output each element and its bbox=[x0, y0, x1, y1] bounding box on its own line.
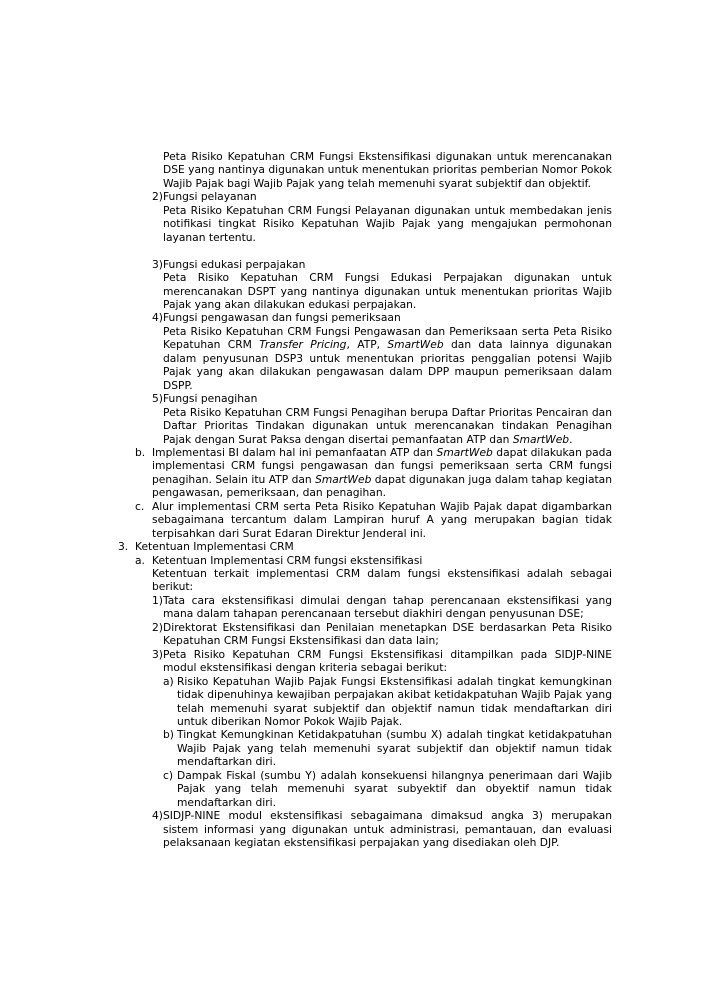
paragraph-ekstensifikasi-cont: Peta Risiko Kepatuhan CRM Fungsi Ekstensifikasi digunakan untuk merencanakan DSE yang nantinya digunakan untuk menentukan prioritas pemberian Nomor Pokok Wajib Pajak bagi Wajib Pajak yang telah memenuhi syarat subjektif dan objektif. bbox=[163, 150, 612, 190]
list-item-title: Fungsi pengawasan dan fungsi pemeriksaan bbox=[163, 311, 401, 325]
list-item-3-peta-risiko-sidjp bbox=[152, 648, 612, 675]
list-marker: a) bbox=[163, 674, 174, 688]
list-item-4-fungsi-pengawasan bbox=[152, 311, 612, 324]
list-marker: 3) bbox=[152, 257, 163, 271]
list-item-text: Risiko Kepatuhan Wajib Pajak Fungsi Ekstensifikasi adalah tingkat kemungkinan tidak dipenuhinya kewajiban perpajakan akibat ketidakpatuhan Wajib Pajak yang telah memenuhi syarat subjektif dan objektif namun tidak mendaftarkan diri untuk diberikan Nomor Pokok Wajib Pajak. bbox=[177, 674, 612, 729]
list-item-text: Tata cara ekstensifikasi dimulai dengan tahap perencanaan ekstensifikasi yang mana dalam tahapan perencanaan tersebut diakhiri dengan penyusunan DSE; bbox=[163, 593, 612, 621]
list-item-text: Implementasi BI dalam hal ini pemanfaatan ATP dan SmartWeb dapat dilakukan pada implementasi CRM fungsi pengawasan dan fungsi pemeriksaan serta CRM fungsi penagihan. Selain itu ATP dan SmartWeb dapat digunakan juga dalam tahap kegiatan pengawasan, pemeriksaan, dan penagihan. bbox=[152, 445, 613, 500]
list-marker: 4) bbox=[152, 809, 163, 823]
list-item-title: Fungsi pelayanan bbox=[163, 190, 257, 204]
list-marker: 3) bbox=[152, 647, 163, 661]
list-marker: a. bbox=[135, 553, 145, 567]
paragraph-penagihan: Peta Risiko Kepatuhan CRM Fungsi Penagihan berupa Daftar Prioritas Pencairan dan Daftar Prioritas Tindakan digunakan untuk merencanakan tindakan Penagihan Pajak dengan Surat Paksa dengan disertai pemanfaatan ATP dan SmartWeb. bbox=[163, 405, 612, 446]
list-marker: 2) bbox=[152, 190, 163, 204]
list-item-4-sidjp-nine bbox=[152, 809, 612, 849]
list-item-b-implementasi-bi bbox=[135, 446, 612, 500]
paragraph-edukasi: Peta Risiko Kepatuhan CRM Fungsi Edukasi Perpajakan digunakan untuk merencanakan DSPT yang nantinya digunakan untuk menentukan prioritas Wajib Pajak yang akan dilakukan edukasi perpajakan. bbox=[163, 271, 612, 311]
list-item-2-fungsi-pelayanan bbox=[152, 190, 612, 203]
list-item-1-tata-cara bbox=[152, 594, 612, 621]
list-marker: b. bbox=[135, 445, 146, 459]
document-body bbox=[118, 150, 612, 850]
list-item-b-sumbu-x bbox=[163, 728, 612, 768]
list-marker: b) bbox=[163, 728, 174, 742]
section-title: Ketentuan Implementasi CRM bbox=[135, 540, 294, 554]
list-marker: c) bbox=[163, 768, 174, 782]
list-item-text: SIDJP-NINE modul ekstensifikasi sebagaimana dimaksud angka 3) merupakan sistem informasi yang digunakan untuk administrasi, pemantauan, dan evaluasi pelaksanaan kegiatan ekstensifikasi perpajakan yang disediakan oleh DJP. bbox=[163, 809, 612, 850]
list-marker: 1) bbox=[152, 593, 163, 607]
list-item-c-sumbu-y bbox=[163, 769, 612, 809]
list-item-text: Tingkat Kemungkinan Ketidakpatuhan (sumbu X) adalah tingkat ketidakpatuhan Wajib Pajak yang telah memenuhi syarat subjektif dan objektif namun tidak mendaftarkan diri. bbox=[177, 728, 612, 769]
list-item-text: Peta Risiko Kepatuhan CRM Fungsi Ekstensifikasi ditampilkan pada SIDJP-NINE modul ekstensifikasi dengan kriteria sebagai berikut: bbox=[163, 647, 612, 675]
list-item-title: Ketentuan Implementasi CRM fungsi ekstensifikasi bbox=[152, 553, 423, 567]
list-item-text: Dampak Fiskal (sumbu Y) adalah konsekuensi hilangnya penerimaan dari Wajib Pajak yang telah memenuhi syarat subyektif dan obyektif namun tidak mendaftarkan diri. bbox=[177, 768, 612, 809]
list-item-a-risiko-kepatuhan bbox=[163, 675, 612, 729]
list-item-text: Alur implementasi CRM serta Peta Risiko Kepatuhan Wajib Pajak dapat digambarkan sebagaimana tercantum dalam Lampiran huruf A yang merupakan bagian tidak terpisahkan dari Surat Edaran Direktur Jenderal ini. bbox=[152, 499, 612, 540]
list-item-5-fungsi-penagihan bbox=[152, 392, 612, 405]
section-3-ketentuan-implementasi bbox=[118, 540, 612, 553]
list-marker: 3. bbox=[118, 540, 129, 554]
list-item-title: Fungsi penagihan bbox=[163, 392, 258, 406]
list-marker: 5) bbox=[152, 392, 163, 406]
list-item-title: Fungsi edukasi perpajakan bbox=[163, 257, 306, 271]
list-item-c-alur-implementasi bbox=[135, 500, 612, 540]
list-marker: 2) bbox=[152, 620, 163, 634]
paragraph-pelayanan: Peta Risiko Kepatuhan CRM Fungsi Pelayanan digunakan untuk membedakan jenis notifikasi tingkat Risiko Kepatuhan Wajib Pajak yang mengajukan permohonan layanan tertentu. bbox=[163, 203, 612, 244]
list-item-text: Direktorat Ekstensifikasi dan Penilaian menetapkan DSE berdasarkan Peta Risiko Kepatuhan CRM Fungsi Ekstensifikasi dan data lain; bbox=[163, 620, 612, 648]
paragraph-ketentuan-intro: Ketentuan terkait implementasi CRM dalam fungsi ekstensifikasi adalah sebagai berikut: bbox=[152, 567, 612, 594]
list-item-a-ketentuan-ekstensifikasi bbox=[135, 554, 612, 567]
list-marker: c. bbox=[135, 499, 145, 513]
list-item-2-direktorat bbox=[152, 621, 612, 648]
paragraph-pengawasan: Peta Risiko Kepatuhan CRM Fungsi Pengawasan dan Pemeriksaan serta Peta Risiko Kepatuhan CRM Transfer Pricing, ATP, SmartWeb dan data lainnya digunakan dalam penyusunan DSP3 untuk menentukan prioritas penggalian potensi Wajib Pajak yang akan dilakukan pengawasan dalam DPP maupun pemeriksaan dalam DSPP. bbox=[163, 324, 613, 392]
list-item-3-fungsi-edukasi bbox=[152, 258, 612, 271]
list-marker: 4) bbox=[152, 311, 163, 325]
